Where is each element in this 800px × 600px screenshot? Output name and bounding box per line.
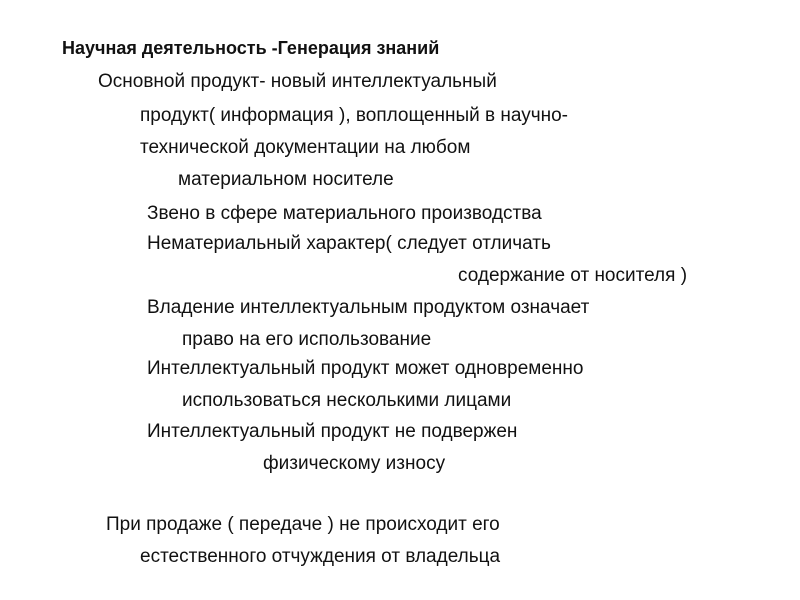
slide-title: Научная деятельность -Генерация знаний — [62, 38, 440, 58]
body-line: продукт( информация ), воплощенный в научно- — [140, 105, 569, 126]
body-line: физическому износу — [263, 453, 446, 474]
body-line: использоваться несколькими лицами — [182, 390, 512, 411]
body-line: содержание от носителя ) — [458, 265, 688, 286]
body-line: Звено в сфере материального производства — [147, 203, 542, 224]
body-line: материальном носителе — [178, 169, 394, 190]
body-line: Интеллектуальный продукт не подвержен — [147, 421, 518, 442]
body-line: При продаже ( передаче ) не происходит его — [106, 514, 500, 535]
body-line: Интеллектуальный продукт может одновременно — [147, 358, 584, 379]
body-line: Основной продукт- новый интеллектуальный — [98, 71, 497, 92]
body-line: естественного отчуждения от владельца — [140, 546, 501, 567]
body-line: Нематериальный характер( следует отличать — [147, 233, 551, 254]
body-line: технической документации на любом — [140, 137, 471, 158]
body-line: Владение интеллектуальным продуктом означает — [147, 297, 590, 318]
body-line: право на его использование — [182, 329, 432, 350]
